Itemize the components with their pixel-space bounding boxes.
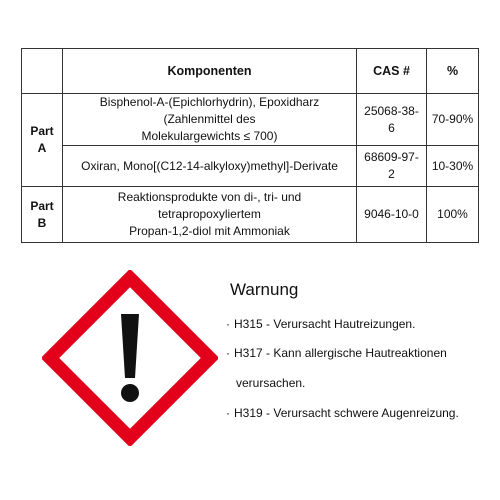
header-components: Komponenten	[63, 49, 357, 94]
table-row	[22, 187, 479, 243]
part-a-label-line1: Part	[30, 124, 54, 138]
table-row	[22, 94, 479, 146]
hazard-statement-continuation: verursachen.	[236, 376, 306, 390]
header-percent: %	[427, 49, 479, 94]
part-a-label-line2: A	[37, 141, 47, 155]
exclamation-mark-icon	[42, 270, 218, 446]
bullet: ·	[226, 317, 230, 331]
hazard-statement	[226, 345, 447, 361]
percent-cell: 100%	[427, 187, 479, 243]
cas-cell: 9046-10-0	[357, 187, 427, 243]
hazard-statement-text: H317 - Kann allergische Hautreaktionen	[234, 346, 447, 360]
component-cell	[63, 187, 357, 243]
component-line2: Molekulargewichts ≤ 700)	[141, 129, 278, 143]
part-b-label	[22, 187, 63, 243]
part-b-label-line1: Part	[30, 198, 54, 213]
bullet: ·	[226, 346, 230, 360]
percent-cell: 70-90%	[427, 94, 479, 146]
part-a-label	[22, 94, 63, 187]
component-cell	[63, 94, 357, 146]
cas-cell: 25068-38-6	[357, 94, 427, 146]
cas-cell: 68609-97-2	[357, 146, 427, 187]
hazard-statement-text: H319 - Verursacht schwere Augenreizung.	[234, 406, 459, 420]
exclamation-dot	[121, 384, 139, 402]
component-line1: Bisphenol-A-(Epichlorhydrin), Epoxidharz (Zahlenmittel des	[99, 95, 320, 126]
component-line2: Propan-1,2-diol mit Ammoniak	[129, 224, 290, 238]
hazard-statement	[226, 316, 415, 332]
percent-cell: 10-30%	[427, 146, 479, 187]
table-row	[22, 146, 479, 187]
component-line1: Oxiran, Mono[(C12-14-alkyloxy)methyl]-Derivate	[81, 158, 338, 173]
components-table	[21, 48, 479, 243]
table-header-row	[22, 49, 479, 94]
hazard-statement-text: H315 - Verursacht Hautreizungen.	[234, 317, 416, 331]
warning-title: Warnung	[230, 280, 299, 299]
hazard-statement	[226, 405, 459, 421]
part-b-label-line2: B	[37, 215, 47, 230]
component-line1: Reaktionsprodukte von di-, tri- und tetrapropoxyliertem	[117, 190, 302, 221]
bullet: ·	[226, 406, 230, 420]
component-cell	[63, 146, 357, 187]
header-empty	[22, 49, 63, 94]
header-cas: CAS #	[357, 49, 427, 94]
